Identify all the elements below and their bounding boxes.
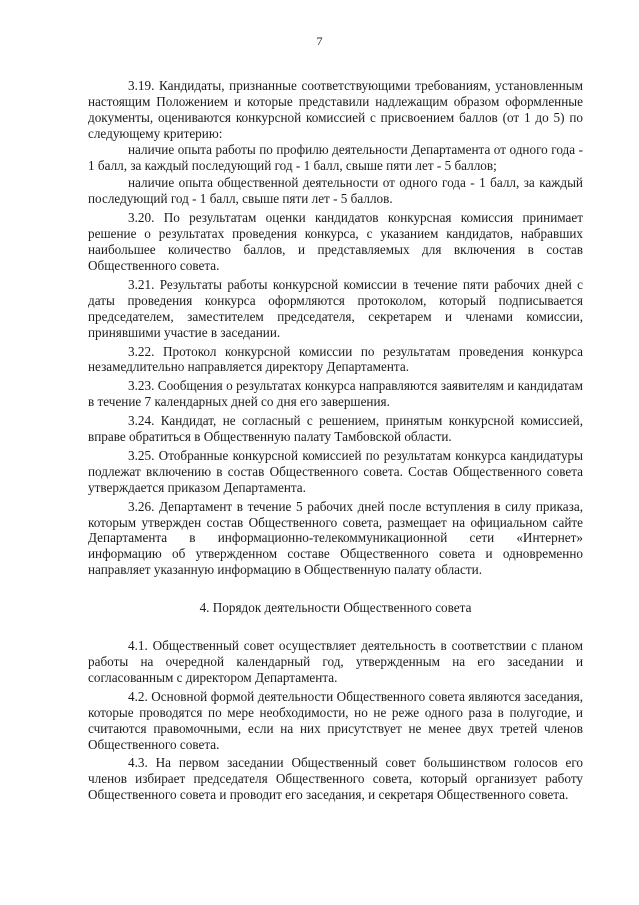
paragraph-criterion-public-experience: наличие опыта общественной деятельности от одного года - 1 балл, за каждый последующий год - 1 балл, свыше пяти лет - 5 баллов. [88, 175, 583, 207]
paragraph-3-22: 3.22. Протокол конкурсной комиссии по результатам проведения конкурса незамедлительно направляется директору Департамента. [88, 343, 583, 375]
paragraph-3-21: 3.21. Результаты работы конкурсной комиссии в течение пяти рабочих дней с даты проведения конкурса оформляются протоколом, который подписывается председателем, заместителем председателя, секретарем и членами комиссии, принявшими участие в заседании. [88, 276, 583, 340]
paragraph-3-24: 3.24. Кандидат, не согласный с решением, принятым конкурсной комиссией, вправе обратиться в Общественную палату Тамбовской области. [88, 413, 583, 445]
paragraph-4-2: 4.2. Основной формой деятельности Общественного совета являются заседания, которые проводятся по мере необходимости, но не реже одного раза в полугодие, и считаются правомочными, если на них присутствует не менее двух третей членов Общественного совета. [88, 688, 583, 752]
paragraph-3-23: 3.23. Сообщения о результатах конкурса направляются заявителям и кандидатам в течение 7 календарных дней со дня его завершения. [88, 378, 583, 410]
document-body [88, 78, 583, 803]
paragraph-4-3: 4.3. На первом заседании Общественный совет большинством голосов его членов избирает председателя Общественного совета, который организует работу Общественного совета и проводит его заседания, и секретаря Общественного совета. [88, 755, 583, 803]
paragraph-3-26: 3.26. Департамент в течение 5 рабочих дней после вступления в силу приказа, которым утвержден состав Общественного совета, размещает на официальном сайте Департамента в информационно-телекоммуникационной сети «Интернет» информацию об утвержденном составе Общественного совета и одновременно направляет указанную информацию в Общественную палату области. [88, 498, 583, 578]
paragraph-3-20: 3.20. По результатам оценки кандидатов конкурсная комиссия принимает решение о результатах проведения конкурса, с указанием кандидатов, набравших наибольшее количество баллов, и представляемых для включения в состав Общественного совета. [88, 210, 583, 273]
paragraph-criterion-work-experience: наличие опыта работы по профилю деятельности Департамента от одного года - 1 балл, за каждый последующий год - 1 балл, свыше пяти лет - 5 баллов; [88, 141, 583, 173]
paragraph-3-25: 3.25. Отобранные конкурсной комиссией по результатам конкурса кандидатуры подлежат включению в состав Общественного совета. Состав Общественного совета утверждается приказом Департамента. [88, 447, 583, 495]
page-number: 7 [316, 34, 323, 48]
paragraph-4-1: 4.1. Общественный совет осуществляет деятельность в соответствии с планом работы на очередной календарный год, утвержденным на его заседании и согласованным с директором Департамента. [88, 638, 583, 685]
section-4-heading: 4. Порядок деятельности Общественного совета [199, 600, 472, 616]
paragraph-3-19: 3.19. Кандидаты, признанные соответствующими требованиям, установленным настоящим Положением и которые представили надлежащим образом оформленные документы, оцениваются конкурсной комиссией с присвоением баллов (от 1 до 5) по следующему критерию: [88, 78, 583, 141]
